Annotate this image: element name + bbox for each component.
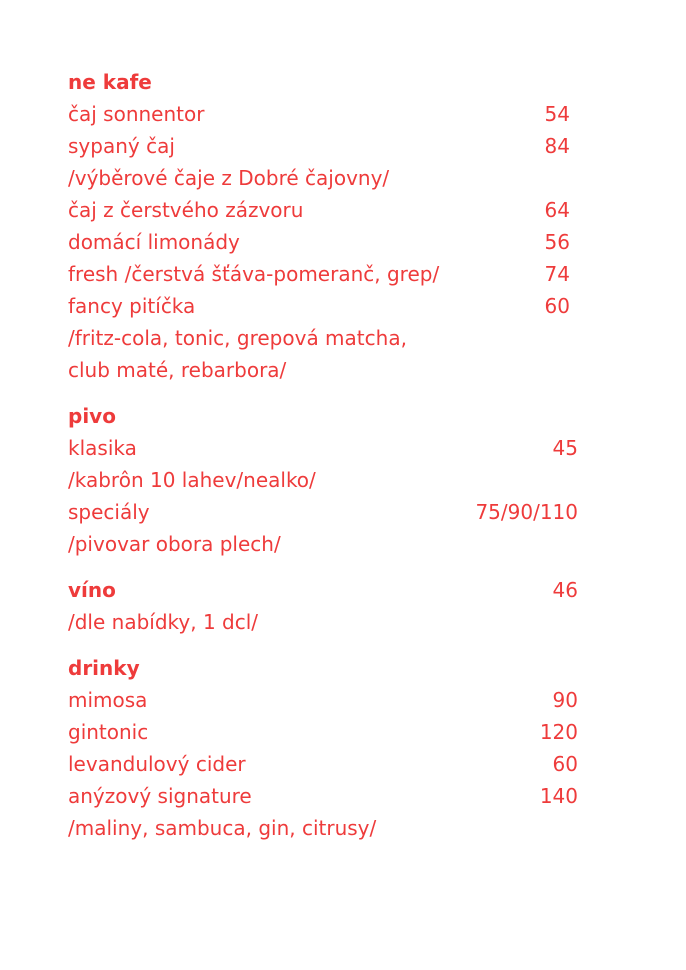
menu-item bbox=[68, 496, 588, 528]
section-heading bbox=[68, 574, 588, 606]
item-note: club maté, rebarbora/ bbox=[68, 358, 287, 382]
menu bbox=[68, 66, 588, 844]
item-name: speciály bbox=[68, 500, 150, 524]
item-note: /kabrôn 10 lahev/nealko/ bbox=[68, 468, 316, 492]
item-price: 56 bbox=[544, 230, 570, 254]
item-price: 84 bbox=[544, 134, 570, 158]
menu-item bbox=[68, 226, 588, 258]
heading-label: ne kafe bbox=[68, 70, 152, 94]
item-price: 75/90/110 bbox=[475, 500, 578, 524]
menu-item-note bbox=[68, 322, 588, 354]
heading-label: víno bbox=[68, 578, 116, 602]
item-name: domácí limonády bbox=[68, 230, 240, 254]
item-name: fresh /čerstvá šťáva-pomeranč, grep/ bbox=[68, 262, 440, 286]
item-name: anýzový signature bbox=[68, 784, 252, 808]
heading-price: 46 bbox=[552, 578, 578, 602]
item-price: 90 bbox=[552, 688, 578, 712]
section-ne-kafe bbox=[68, 66, 588, 386]
heading-label: pivo bbox=[68, 404, 116, 428]
item-note: /maliny, sambuca, gin, citrusy/ bbox=[68, 816, 377, 840]
menu-item bbox=[68, 716, 588, 748]
heading-label: drinky bbox=[68, 656, 140, 680]
menu-item bbox=[68, 684, 588, 716]
item-name: čaj z čerstvého zázvoru bbox=[68, 198, 304, 222]
menu-item-note bbox=[68, 606, 588, 638]
menu-item bbox=[68, 290, 588, 322]
item-name: levandulový cider bbox=[68, 752, 246, 776]
item-price: 64 bbox=[544, 198, 570, 222]
item-price: 60 bbox=[552, 752, 578, 776]
menu-item bbox=[68, 432, 588, 464]
menu-item-note bbox=[68, 162, 588, 194]
item-name: fancy pitíčka bbox=[68, 294, 196, 318]
item-name: mimosa bbox=[68, 688, 148, 712]
section-drinky bbox=[68, 652, 588, 844]
item-price: 45 bbox=[552, 436, 578, 460]
menu-item bbox=[68, 780, 588, 812]
item-note: /fritz-cola, tonic, grepová matcha, bbox=[68, 326, 407, 350]
item-price: 54 bbox=[544, 102, 570, 126]
menu-item bbox=[68, 130, 588, 162]
item-price: 60 bbox=[544, 294, 570, 318]
section-heading bbox=[68, 400, 588, 432]
item-name: klasika bbox=[68, 436, 137, 460]
menu-item-note bbox=[68, 354, 588, 386]
section-vino bbox=[68, 574, 588, 638]
item-note: /pivovar obora plech/ bbox=[68, 532, 281, 556]
item-note: /dle nabídky, 1 dcl/ bbox=[68, 610, 259, 634]
item-name: čaj sonnentor bbox=[68, 102, 205, 126]
menu-item-note bbox=[68, 528, 588, 560]
section-heading bbox=[68, 66, 588, 98]
menu-item-note bbox=[68, 464, 588, 496]
item-name: sypaný čaj bbox=[68, 134, 175, 158]
menu-item bbox=[68, 194, 588, 226]
item-price: 140 bbox=[539, 784, 578, 808]
menu-item bbox=[68, 98, 588, 130]
section-heading bbox=[68, 652, 588, 684]
menu-item bbox=[68, 748, 588, 780]
item-name: gintonic bbox=[68, 720, 149, 744]
menu-item bbox=[68, 258, 588, 290]
menu-item-note bbox=[68, 812, 588, 844]
item-note: /výběrové čaje z Dobré čajovny/ bbox=[68, 166, 390, 190]
item-price: 74 bbox=[544, 262, 570, 286]
item-price: 120 bbox=[539, 720, 578, 744]
section-pivo bbox=[68, 400, 588, 560]
